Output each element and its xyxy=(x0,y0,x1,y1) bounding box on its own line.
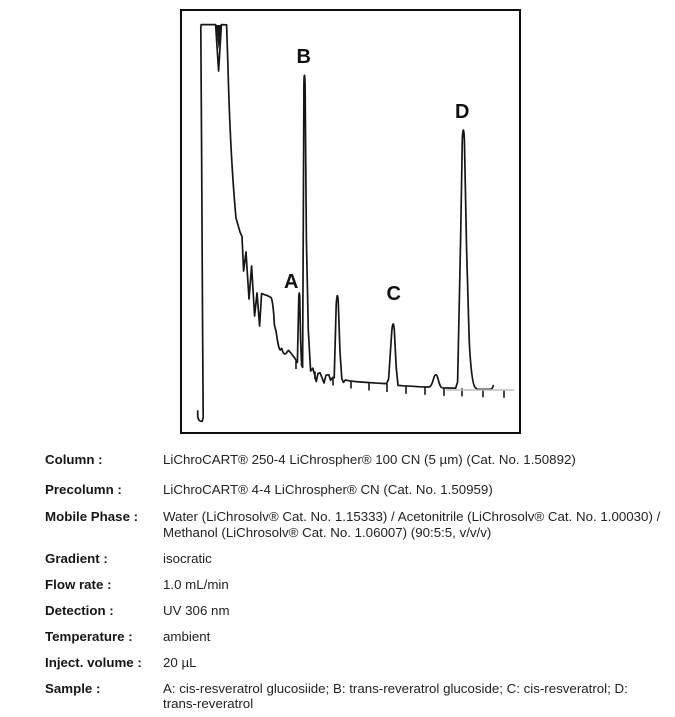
row-value: LiChroCART® 4-4 LiChrospher® CN (Cat. No. 1.50959) xyxy=(163,481,493,497)
peak-label-c: C xyxy=(386,283,402,305)
peak-label-d: D xyxy=(455,101,470,123)
row-value: 20 µL xyxy=(163,654,197,670)
table-row-gradient xyxy=(45,551,657,567)
row-value: ambient xyxy=(163,628,211,644)
row-value: Water (LiChrosolv® Cat. No. 1.15333) / Acetonitrile (LiChrosolv® Cat. No. 1.00030) / Methanol (LiChrosolv® Cat. No. 1.06007) (90:5:5, v/v/v) xyxy=(163,509,661,540)
table-row-precolumn xyxy=(45,482,657,498)
chromatogram-trace xyxy=(198,25,494,422)
row-value: A: cis-resveratrol glucosiide; B: trans-reveratrol glucoside; C: cis-resveratrol; D: trans-reveratrol xyxy=(163,680,628,711)
method-table xyxy=(45,452,661,712)
row-label: Mobile Phase : xyxy=(45,509,139,524)
row-label: Column : xyxy=(45,452,103,467)
row-value: LiChroCART® 250-4 LiChrospher® 100 CN (5 µm) (Cat. No. 1.50892) xyxy=(163,452,576,467)
row-label: Precolumn : xyxy=(45,481,122,497)
table-row-sample xyxy=(45,681,657,712)
row-label: Gradient : xyxy=(45,551,108,566)
table-row-flow-rate xyxy=(45,577,657,593)
row-label: Detection : xyxy=(45,602,114,618)
table-row-detection xyxy=(45,603,657,619)
row-label: Inject. volume : xyxy=(45,654,142,670)
table-row-temperature xyxy=(45,629,657,645)
row-label: Flow rate : xyxy=(45,576,112,592)
table-row-mobile-phase xyxy=(45,509,661,540)
row-label: Sample : xyxy=(45,680,101,696)
peak-label-b: B xyxy=(296,46,312,68)
row-label: Temperature : xyxy=(45,628,133,644)
peak-label-a: A xyxy=(284,271,299,293)
row-value: UV 306 nm xyxy=(163,602,230,618)
table-row-column xyxy=(45,452,657,468)
row-value: 1.0 mL/min xyxy=(163,576,229,592)
row-value: isocratic xyxy=(163,551,212,566)
table-row-inject-volume xyxy=(45,655,657,671)
